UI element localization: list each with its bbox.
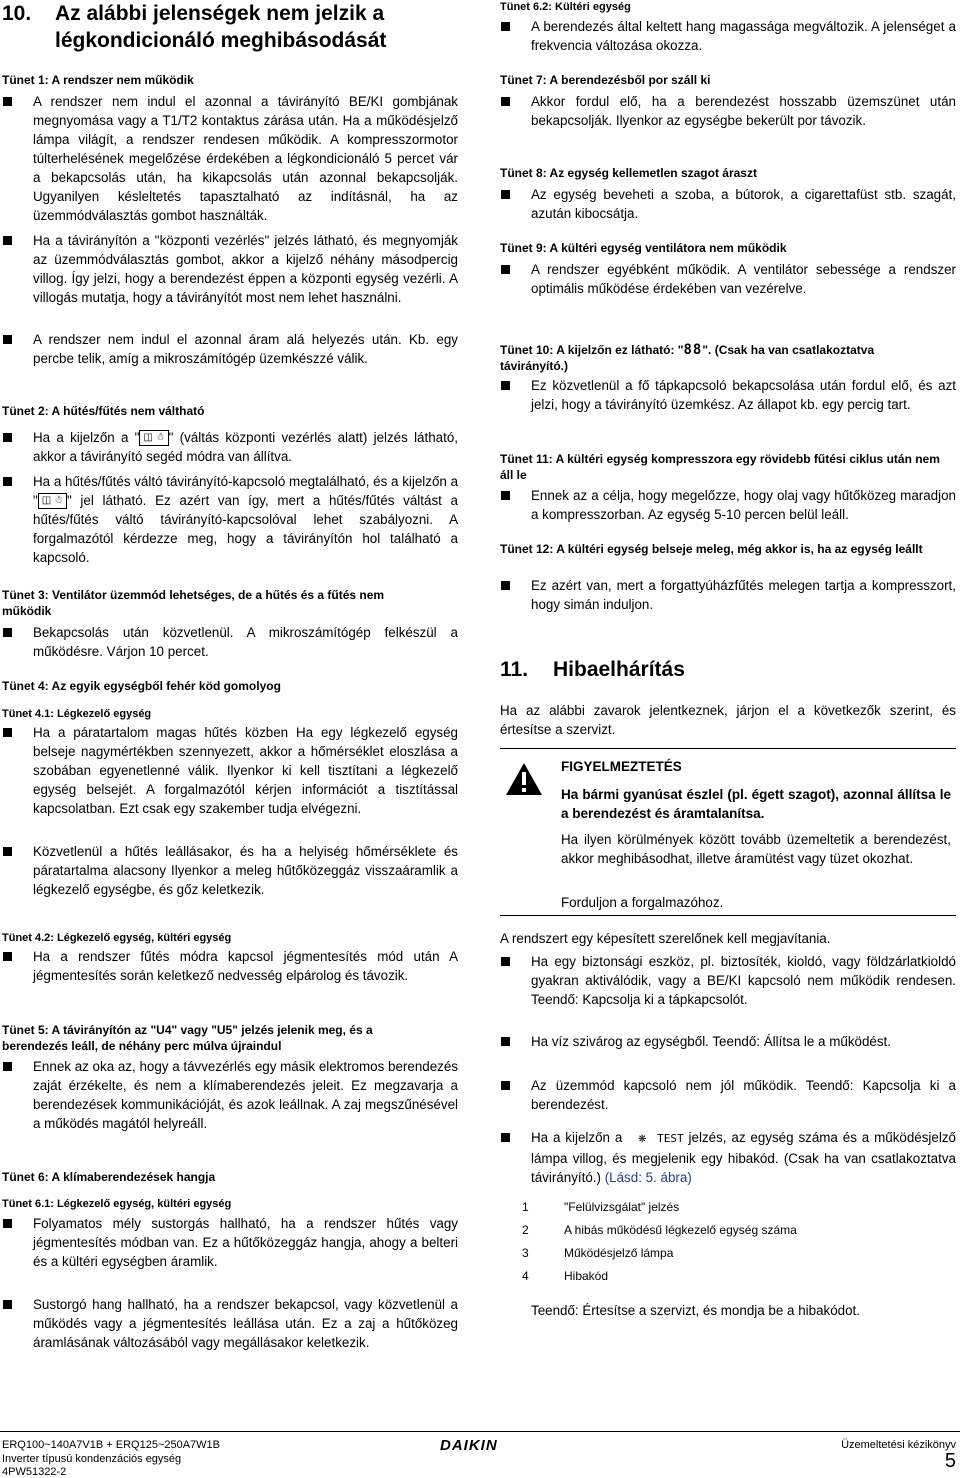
figure-reference-link[interactable]: (Lásd: 5. ábra)	[604, 1170, 692, 1185]
symptom-5-heading: Tünet 5: A távirányítón az "U4" vagy "U5" jelzés jelenik meg, és a berendezés leáll, de néhány perc múlva újraindul	[2, 1023, 373, 1053]
footer-description: Inverter típusú kondenzációs egység	[2, 1453, 182, 1465]
section-10-title	[2, 0, 458, 56]
symptom-6-2-bullet-1: A berendezés által keltett hang magassága megváltozik. A jelenséget a frekvencia változása okozza.	[531, 19, 956, 53]
section-11-title	[500, 656, 956, 686]
warning-box	[500, 748, 956, 916]
section-title: Hibaelhárítás	[553, 658, 685, 681]
figure-legend-list	[522, 1196, 942, 1291]
section-number: 11.	[500, 658, 529, 681]
symptom-11-bullet-1: Ennek az a célja, hogy megelőzze, hogy olaj vagy hűtőközeg maradjon a kompresszorban. Az egység 5-10 percen belül leáll.	[531, 488, 956, 522]
repair-bullet-3: Az üzemmód kapcsoló nem jól működik. Teendő: Kapcsolja ki a berendezést.	[531, 1078, 956, 1112]
symptom-4-2-bullet-1: Ha a rendszer fűtés módra kapcsol jégmentesítés mód után A jégmentesítés során keletkező nedvesség elpárolog és távozik.	[33, 949, 458, 983]
symptom-1-bullet-1: A rendszer nem indul el azonnal a távirányító BE/KI gombjának megnyomása vagy a T1/T2 kontaktus zárása után. Ha a működésjelző lámpa világít, a rendszer rendesen működik. A kompresszormotor túlterhelésének megelőzése érdekében a légkondicionáló 5 percet vár a bekapcsolás után, ha kikapcsolás után azonnal bekapcsolják. Ugyanilyen késleltetés tapasztalható az indításnál, ha az üzemmódválasztás gombot használták.	[33, 94, 458, 223]
segment-display-icon: 88	[683, 342, 703, 358]
daikin-logo: DAIKIN	[440, 1437, 498, 1454]
symptom-7-heading: Tünet 7: A berendezésből por száll ki	[500, 73, 711, 87]
page-number: 5	[944, 1450, 956, 1472]
footer-model: ERQ100~140A7V1B + ERQ125~250A7W1B	[2, 1439, 221, 1451]
symptom-11-heading: Tünet 11: A kültéri egység kompresszora egy rövidebb fűtési ciklus után nem áll le	[500, 452, 940, 482]
final-note: Teendő: Értesítse a szervizt, és mondja be a hibakódot.	[531, 1303, 860, 1318]
symptom-6-1-bullet-2: Sustorgó hang hallható, ha a rendszer bekapcsol, vagy közvetlenül a működés vagy a jégmentesítés leállása után. Ez a zaj a hűtőközeg áramlásának változásából vagy megállásakor keletkezik.	[33, 1297, 458, 1350]
warning-paragraph-1: Ha ilyen körülmények között tovább üzemeltetik a berendezést, akkor meghibásodhat, illetve áramütést vagy tüzet okozhat.	[561, 832, 951, 866]
symptom-2-bullet-2: Ha a hűtés/fűtés váltó távirányító-kapcsoló megtalálható, és a kijelzőn a " ◫ ☃ " jel látható. Ez azért van így, mert a hűtés/fűtés váltást a hűtés/fűtés váltó távirányító-kapcsolóval lehet szabályozni. A forgalmazótól kérdezze meg, hogy a távirányítón hol található a kapcsoló.	[33, 474, 459, 565]
symptom-12-bullet-1: Ez azért van, mert a forgattyúházfűtés melegen tartja a kompresszort, hogy simán induljon.	[531, 578, 956, 612]
symptom-6-2-subheading: Tünet 6.2: Kültéri egység	[500, 1, 631, 13]
symptom-9-bullet-1: A rendszer egyébként működik. A ventilátor sebessége a rendszer optimális működése érdekében van vezérelve.	[531, 262, 956, 296]
symptom-5-bullet-1: Ennek az oka az, hogy a távvezérlés egy másik elektromos berendezés zaját érzékelte, és nem a klímaberendezés jeleit. Ez megzavarja a berendezések kommunikációját, és azok leállnak. A zaj megszűnésével a működés magától helyreáll.	[33, 1059, 459, 1131]
warning-paragraph-2: Forduljon a forgalmazóhoz.	[561, 895, 724, 910]
inspection-indicator-icon: ❋	[637, 1134, 647, 1145]
warning-triangle-icon	[504, 761, 544, 797]
symptom-4-1-bullet-1: Ha a páratartalom magas hűtés közben Ha egy légkezelő egység belseje nagymértékben szennyezett, akkor a hőmérséklet eloszlása a szobában egyenetlenné válik. Ilyenkor ki kell tisztítani a légkezelő egység belsejét. A forgalmazótól kérjen információt a tisztítással kapcsolatban. Ezt csak egy szakember tudja elvégezni.	[33, 725, 458, 816]
troubleshooting-intro: Ha az alábbi zavarok jelentkeznek, járjon el a következők szerint, és értesítse a szervizt.	[500, 703, 956, 737]
repair-bullet-1: Ha egy biztonsági eszköz, pl. biztosíték, kioldó, vagy földzárlatkioldó gyakran aktiválódik, vagy a BE/KI kapcsoló nem működik rendesen. Teendő: Kapcsolja ki a tápkapcsolót.	[531, 954, 956, 1007]
symptom-4-1-bullet-2: Közvetlenül a hűtés leállásakor, és ha a helyiség hőmérséklete és páratartalma alacsony Ilyenkor a meleg hűtőközeggáz visszaáramlik a légkezelő egységbe, és gőz keletkezik.	[33, 844, 458, 897]
legend-item: 3 Működésjelző lámpa	[522, 1246, 674, 1260]
legend-item: 4 Hibakód	[522, 1269, 609, 1283]
symptom-2-heading: Tünet 2: A hűtés/fűtés nem váltható	[2, 404, 205, 418]
symptom-3-bullet-1: Bekapcsolás után közvetlenül. A mikroszámítógép felkészül a működésre. Várjon 10 percet.	[33, 625, 458, 659]
symptom-12-heading: Tünet 12: A kültéri egység belseje meleg, még akkor is, ha az egység leállt	[500, 542, 923, 556]
symptom-10-heading: Tünet 10: A kijelzőn ez látható: "88". (Csak ha van csatlakoztatva távirányító.)	[500, 342, 875, 373]
symptom-1-bullet-3: A rendszer nem indul el azonnal áram alá helyezés után. Kb. egy percbe telik, amíg a mikroszámítógép üzemkészzé válik.	[33, 332, 458, 366]
legend-item: 1 "Felülvizsgálat" jelzés	[522, 1200, 680, 1214]
section-number: 10.	[2, 2, 32, 25]
warning-bold-text: Ha bármi gyanúsat észlel (pl. égett szagot), azonnal állítsa le a berendezést és áramtalanítsa.	[561, 787, 951, 821]
switch-display-icon: ◫ ☃	[38, 493, 67, 509]
symptom-9-heading: Tünet 9: A kültéri egység ventilátora nem működik	[500, 241, 787, 255]
legend-item: 2 A hibás működésű légkezelő egység száma	[522, 1223, 797, 1237]
footer-code: 4PW51322-2	[2, 1466, 67, 1478]
symptom-4-1-subheading: Tünet 4.1: Légkezelő egység	[2, 708, 152, 720]
repair-intro: A rendszert egy képesített szerelőnek kell megjavítania.	[500, 931, 831, 946]
symptom-1-bullet-2: Ha a távirányítón a "központi vezérlés" jelzés látható, és megnyomják az üzemmódválasztás gombot, akkor a kijelző néhány másodpercig villog. Így jelzi, hogy a berendezést éppen a központi egység vezérli. A villogás mutatja, hogy a távirányítót most nem lehet használni.	[33, 233, 458, 305]
test-indicator: TEST	[657, 1132, 684, 1145]
warning-label: FIGYELMEZTETÉS	[561, 759, 682, 774]
symptom-4-2-subheading: Tünet 4.2: Légkezelő egység, kültéri egység	[2, 932, 232, 944]
section-title: Az alábbi jelenségek nem jelzik a légkondicionáló meghibásodását	[55, 2, 387, 52]
footer-divider	[0, 1431, 960, 1432]
symptom-4-heading: Tünet 4: Az egyik egységből fehér köd gomolyog	[2, 679, 281, 693]
symptom-6-heading: Tünet 6: A klímaberendezések hangja	[2, 1170, 216, 1184]
symptom-2-bullet-1: Ha a kijelzőn a " ◫ ☃ " (váltás központi vezérlés alatt) jelzés látható, akkor a távirányító segéd módra van állítva.	[33, 430, 458, 464]
repair-bullet-4: Ha a kijelzőn a ❋ TEST jelzés, az egység száma és a működésjelző lámpa villog, és megjelenik egy hibakód. (Csak ha van csatlakoztatva távirányító.) (Lásd: 5. ábra)	[531, 1130, 956, 1185]
symptom-8-bullet-1: Az egység beveheti a szoba, a bútorok, a cigarettafüst stb. szagát, azután kibocsátja.	[531, 187, 956, 221]
repair-bullet-2: Ha víz szivárog az egységből. Teendő: Állítsa le a működést.	[531, 1032, 956, 1051]
symptom-1-heading: Tünet 1: A rendszer nem működik	[2, 73, 194, 87]
symptom-10-bullet-1: Ez közvetlenül a fő tápkapcsoló bekapcsolása után fordul elő, és azt jelzi, hogy a távirányító üzemkész. Az állapot kb. egy percig tart.	[531, 378, 956, 412]
central-control-display-icon: ◫ ☃	[139, 430, 168, 446]
symptom-6-1-subheading: Tünet 6.1: Légkezelő egység, kültéri egység	[2, 1198, 232, 1210]
symptom-8-heading: Tünet 8: Az egység kellemetlen szagot áraszt	[500, 166, 757, 180]
symptom-7-bullet-1: Akkor fordul elő, ha a berendezést hosszabb üzemszünet után bekapcsolják. Ilyenkor az egységbe bekerült por távozik.	[531, 94, 956, 128]
footer-manual-name: Üzemeltetési kézikönyv	[841, 1439, 956, 1451]
symptom-6-1-bullet-1: Folyamatos mély sustorgás hallható, ha a rendszer hűtés vagy jégmentesítés módban van. Ez a hűtőközeggáz hangja, ahogy a belteri és a kültéri egységben áramlik.	[33, 1216, 458, 1269]
symptom-3-heading: Tünet 3: Ventilátor üzemmód lehetséges, de a hűtés és a fűtés nem működik	[2, 588, 385, 618]
